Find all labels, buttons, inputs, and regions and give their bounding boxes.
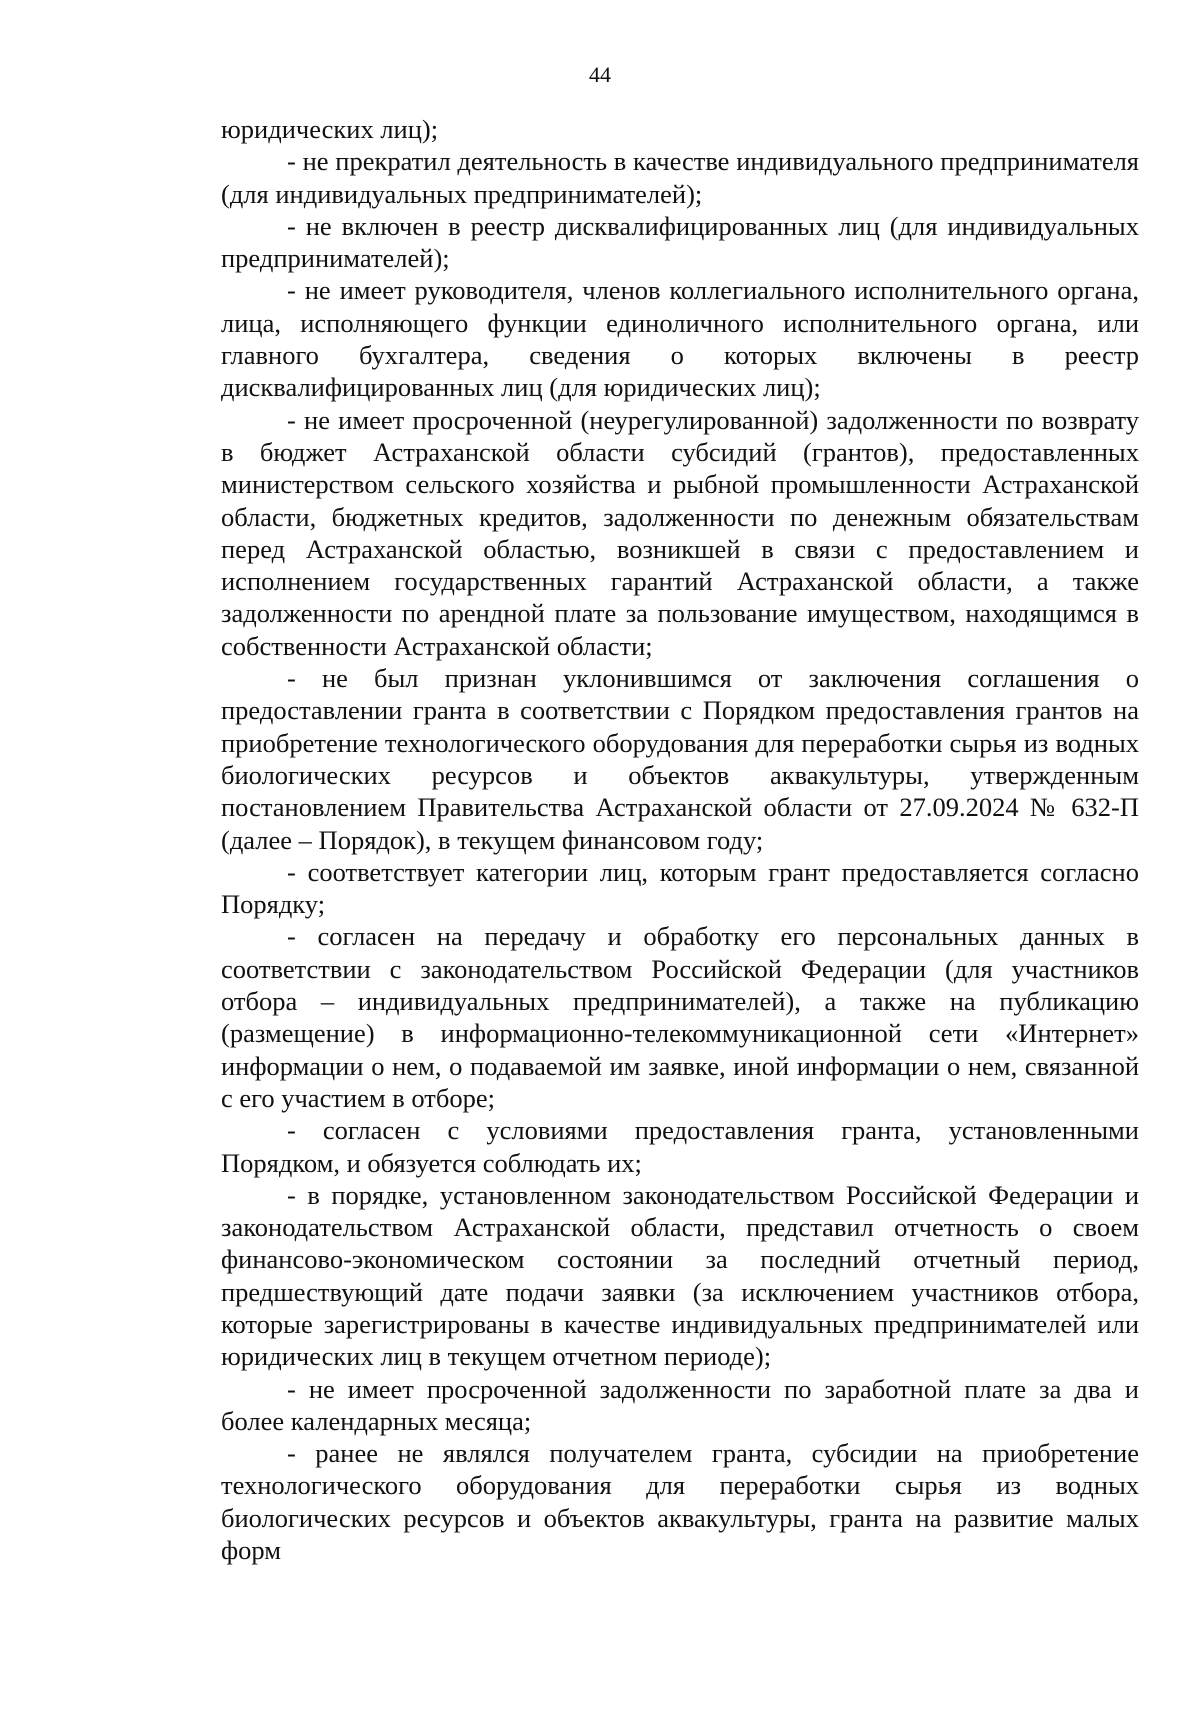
requirement-item: - не имеет просроченной задолженности по заработной плате за два и более календарных месяца; bbox=[221, 1373, 1139, 1436]
requirement-item: - не включен в реестр дисквалифицированных лиц (для индивидуальных предпринимателей); bbox=[221, 210, 1139, 274]
document-body bbox=[221, 113, 1139, 1566]
requirement-item: - не прекратил деятельность в качестве индивидуального предпринимателя (для индивидуальных предпринимателей); bbox=[221, 146, 1139, 209]
requirement-item: - не имеет просроченной (неурегулированной) задолженности по возврату в бюджет Астраханской области субсидий (грантов), предоставленных министерством сельского хозяйства и рыбной промышленности Астраханской области, бюджетных кредитов, задолженности по денежным обязательствам перед Астраханской областью, возникшей в связи с предоставлением и исполнением государственных гарантий Астраханской области, а также задолженности по арендной плате за пользование имуществом, находящимся в собственности Астраханской области; bbox=[221, 404, 1139, 661]
paragraph-continuation: юридических лиц); bbox=[221, 114, 439, 144]
page-number: 44 bbox=[589, 62, 611, 87]
requirement-item: - соответствует категории лиц, которым грант предоставляется согласно Порядку; bbox=[221, 856, 1139, 920]
requirement-item: - согласен с условиями предоставления гранта, установленными Порядком, и обязуется соблюдать их; bbox=[221, 1115, 1139, 1178]
requirement-item: - не был признан уклонившимся от заключения соглашения о предоставлении гранта в соответствии с Порядком предоставления грантов на приобретение технологического оборудования для переработки сырья из водных биологических ресурсов и объектов аквакультуры, утвержденным постановлением Правительства Астраханской области от 27.09.2024 № 632-П (далее – Порядок), в текущем финансовом году; bbox=[221, 663, 1139, 855]
requirement-item: - согласен на передачу и обработку его персональных данных в соответствии с законодательством Российской Федерации (для участников отбора – индивидуальных предпринимателей), а также на публикацию (размещение) в информационно-телекоммуникационной сети «Интернет» информации о нем, о подаваемой им заявке, иной информации о нем, связанной с его участием в отборе; bbox=[221, 921, 1139, 1113]
requirement-item: - не имеет руководителя, членов коллегиального исполнительного органа, лица, исполняющего функции единоличного исполнительного органа, или главного бухгалтера, сведения о которых включены в реестр дисквалифицированных лиц (для юридических лиц); bbox=[221, 275, 1139, 403]
requirement-item: - ранее не являлся получателем гранта, субсидии на приобретение технологического оборудования для переработки сырья из водных биологических ресурсов и объектов аквакультуры, гранта на развитие малых форм bbox=[221, 1438, 1139, 1566]
requirement-item: - в порядке, установленном законодательством Российской Федерации и законодательством Астраханской области, представил отчетность о своем финансово-экономическом состоянии за последний отчетный период, предшествующий дате подачи заявки (за исключением участников отбора, которые зарегистрированы в качестве индивидуальных предпринимателей или юридических лиц в текущем отчетном периоде); bbox=[221, 1179, 1139, 1372]
